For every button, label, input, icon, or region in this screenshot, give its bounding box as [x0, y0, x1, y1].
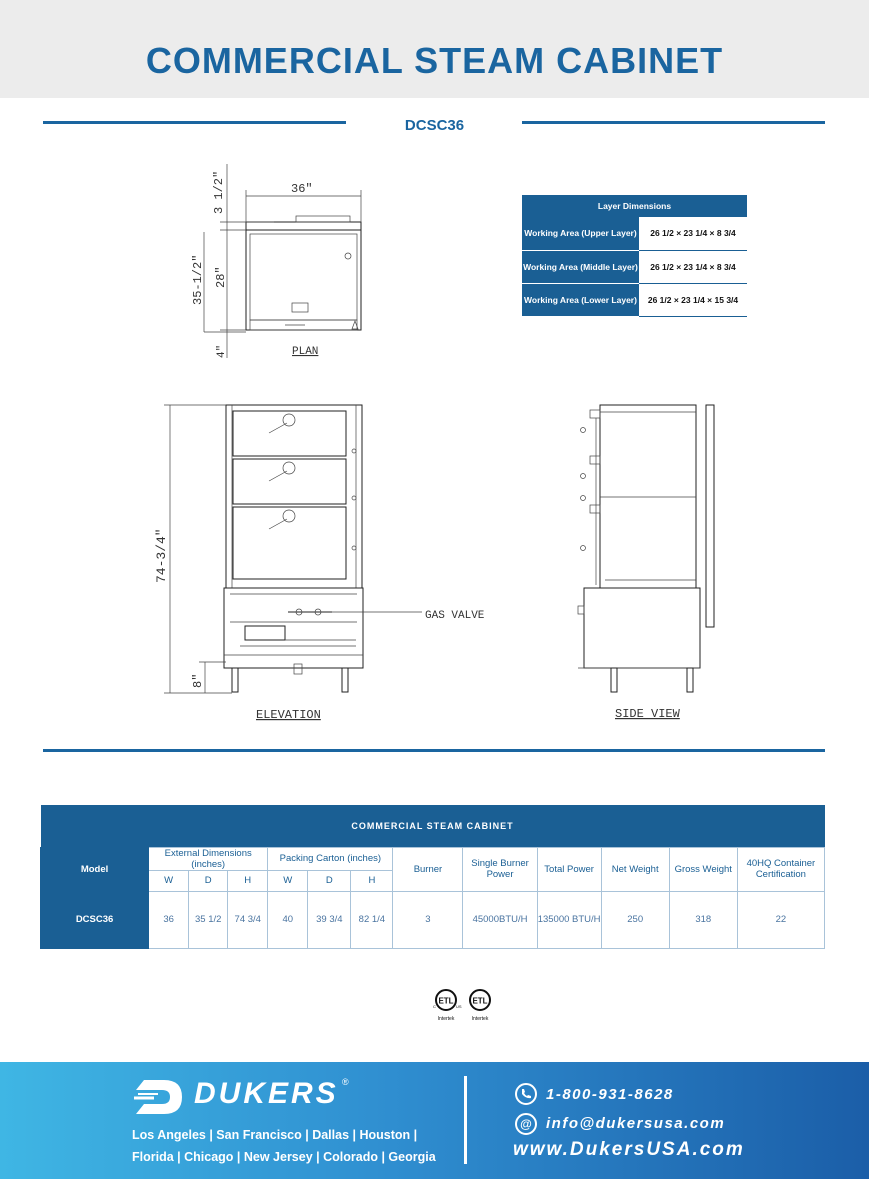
side-view [578, 405, 714, 721]
col-external-dimensions: External Dimensions (inches) [149, 847, 268, 870]
spec-table [40, 805, 825, 949]
col-pk-d: D [308, 870, 351, 891]
cell-pk-d: 39 3/4 [308, 891, 351, 948]
plan-depth-dim: 28" [214, 266, 228, 288]
phone-icon [514, 1082, 538, 1106]
svg-text:US: US [456, 1004, 462, 1009]
phone-number[interactable]: 1-800-931-8628 [546, 1086, 674, 1103]
svg-text:ETL: ETL [438, 996, 454, 1006]
table-row [41, 891, 825, 948]
locations-line-2: Florida | Chicago | New Jersey | Colorado | Georgia [132, 1150, 436, 1164]
col-packing-carton: Packing Carton (inches) [268, 847, 393, 870]
cell-burner: 3 [393, 891, 463, 948]
layer-row-middle [522, 250, 747, 283]
layer-table-title: Layer Dimensions [522, 195, 747, 217]
side-view-label: SIDE VIEW [615, 707, 680, 721]
layer-value: 26 1/2 × 23 1/4 × 8 3/4 [639, 217, 747, 250]
plan-height-dim: 35-1/2" [191, 254, 205, 305]
footer-divider [464, 1076, 467, 1164]
layer-key: Working Area (Upper Layer) [522, 217, 639, 250]
plan-base-dim: 4" [216, 344, 228, 358]
cell-gross-weight: 318 [669, 891, 737, 948]
registered-mark: ® [342, 1077, 349, 1087]
model-code: DCSC36 [404, 117, 465, 134]
elevation-height-dim: 74-3/4" [154, 528, 169, 583]
certification-marks [430, 988, 496, 1024]
cell-pk-h: 82 1/4 [351, 891, 393, 948]
cell-net-weight: 250 [601, 891, 669, 948]
cell-pk-w: 40 [268, 891, 308, 948]
elevation-label: ELEVATION [256, 708, 321, 722]
dukers-logo-icon [130, 1074, 188, 1120]
etl-listed-icon [433, 990, 462, 1022]
elevation-leg-dim: 8" [191, 673, 205, 688]
col-container-certification: 40HQ Container Certification [737, 847, 824, 891]
col-pk-h: H [351, 870, 393, 891]
cell-ext-h: 74 3/4 [228, 891, 268, 948]
svg-text:@: @ [520, 1117, 532, 1131]
page-title: COMMERCIAL STEAM CABINET [145, 40, 724, 81]
col-model: Model [41, 847, 149, 891]
section-divider [43, 749, 825, 752]
svg-text:C: C [433, 1004, 436, 1009]
layer-value: 26 1/2 × 23 1/4 × 8 3/4 [639, 250, 747, 283]
col-single-burner-power: Single Burner Power [463, 847, 537, 891]
col-burner: Burner [393, 847, 463, 891]
cell-model: DCSC36 [41, 891, 149, 948]
col-ext-w: W [149, 870, 189, 891]
layer-key: Working Area (Lower Layer) [522, 283, 639, 316]
brand-name: DUKERS [194, 1077, 339, 1110]
layer-dimensions-table [522, 195, 747, 317]
elevation-view [154, 405, 485, 722]
etl-sanitation-icon [470, 990, 490, 1022]
email-icon [514, 1112, 538, 1136]
cell-single-power: 45000BTU/H [463, 891, 537, 948]
svg-text:ETL: ETL [472, 996, 488, 1006]
spec-table-caption: COMMERCIAL STEAM CABINET [41, 805, 825, 847]
cell-total-power: 135000 BTU/H [537, 891, 601, 948]
plan-top-dim: 3 1/2" [212, 170, 226, 214]
email-address[interactable]: info@dukersusa.com [546, 1115, 726, 1132]
cell-ext-w: 36 [149, 891, 189, 948]
col-ext-d: D [189, 870, 228, 891]
layer-row-lower [522, 283, 747, 316]
col-ext-h: H [228, 870, 268, 891]
cell-ext-d: 35 1/2 [189, 891, 228, 948]
plan-view [191, 164, 361, 358]
locations-line-1: Los Angeles | San Francisco | Dallas | Houston | [132, 1128, 418, 1142]
plan-label: PLAN [292, 346, 319, 358]
website-link[interactable]: www.DukersUSA.com [513, 1139, 745, 1160]
svg-text:Intertek: Intertek [471, 1016, 489, 1022]
plan-width-dim: 36" [291, 182, 313, 196]
layer-key: Working Area (Middle Layer) [522, 250, 639, 283]
col-pk-w: W [268, 870, 308, 891]
layer-row-upper [522, 217, 747, 250]
layer-value: 26 1/2 × 23 1/4 × 15 3/4 [639, 283, 747, 316]
svg-text:Intertek: Intertek [437, 1016, 455, 1022]
col-net-weight: Net Weight [601, 847, 669, 891]
cell-container: 22 [737, 891, 824, 948]
col-total-power: Total Power [537, 847, 601, 891]
gas-valve-label: GAS VALVE [425, 610, 485, 622]
col-gross-weight: Gross Weight [669, 847, 737, 891]
